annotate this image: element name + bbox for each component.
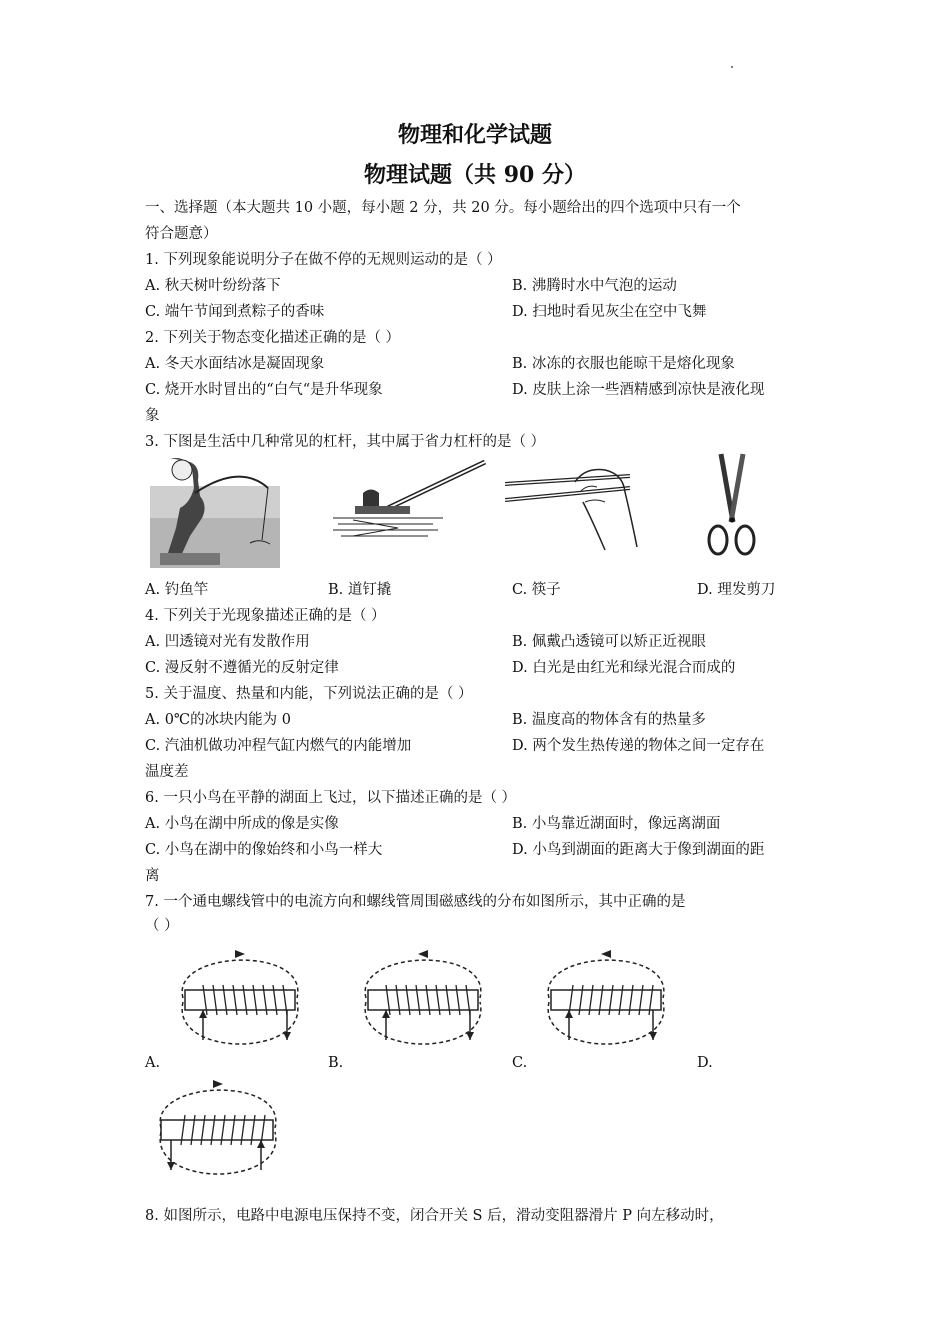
q2-option-c: C. 烧开水时冒出的“白气“是升华现象 <box>145 382 383 398</box>
q1-option-d: D. 扫地时看见灰尘在空中飞舞 <box>512 304 707 320</box>
q4-option-d: D. 白光是由红光和绿光混合而成的 <box>512 660 736 676</box>
q7-option-b: B. <box>328 1055 344 1071</box>
q2-stem: 2. 下列关于物态变化描述正确的是（ ） <box>145 330 401 346</box>
scan-dot <box>731 66 733 68</box>
q5-option-b: B. 温度高的物体含有的热量多 <box>512 712 706 728</box>
page-subtitle: 物理试题（共 90 分） <box>364 162 586 188</box>
q3-option-d: D. 理发剪刀 <box>697 582 776 598</box>
q2-option-a: A. 冬天水面结冰是凝固现象 <box>145 356 325 372</box>
q1-stem: 1. 下列现象能说明分子在做不停的无规则运动的是（ ） <box>145 252 502 268</box>
q7-option-a: A. <box>145 1055 161 1071</box>
q5-option-d-cont: 温度差 <box>145 764 189 780</box>
q7-option-c: C. <box>512 1055 528 1071</box>
nail-puller-figure <box>333 458 493 558</box>
q4-stem: 4. 下列关于光现象描述正确的是（ ） <box>145 608 386 624</box>
q2-option-b: B. 冰冻的衣服也能晾干是熔化现象 <box>512 356 735 372</box>
q3-stem: 3. 下图是生活中几种常见的杠杆，其中属于省力杠杆的是（ ） <box>145 434 546 450</box>
solenoid-figure-b <box>348 940 498 1065</box>
q4-option-c: C. 漫反射不遵循光的反射定律 <box>145 660 339 676</box>
q5-option-d: D. 两个发生热传递的物体之间一定存在 <box>512 738 765 754</box>
q5-option-c: C. 汽油机做功冲程气缸内燃气的内能增加 <box>145 738 412 754</box>
q7-option-d: D. <box>697 1055 713 1071</box>
solenoid-figure-c <box>531 940 681 1065</box>
q1-option-a: A. 秋天树叶纷纷落下 <box>145 278 281 294</box>
q8-stem: 8. 如图所示，电路中电源电压保持不变，闭合开关 S 后，滑动变阻器滑片 P 向左移动时， <box>145 1208 724 1224</box>
q2-option-d: D. 皮肤上涂一些酒精感到凉快是液化现 <box>512 382 765 398</box>
solenoid-figure-a <box>165 940 315 1065</box>
q1-option-c: C. 端午节闻到煮粽子的香味 <box>145 304 325 320</box>
q7-stem: 7. 一个通电螺线管中的电流方向和螺线管周围磁感线的分布如图所示，其中正确的是 <box>145 894 686 910</box>
q6-option-d-cont: 离 <box>145 868 160 884</box>
q3-option-c: C. 筷子 <box>512 582 561 598</box>
fishing-rod-figure <box>150 458 290 573</box>
q5-stem: 5. 关于温度、热量和内能，下列说法正确的是（ ） <box>145 686 473 702</box>
q4-option-b: B. 佩戴凸透镜可以矫正近视眼 <box>512 634 706 650</box>
q6-stem: 6. 一只小鸟在平静的湖面上飞过，以下描述正确的是（ ） <box>145 790 517 806</box>
section-intro-line1: 一、选择题（本大题共 10 小题，每小题 2 分，共 20 分。每小题给出的四个选项中只有一个 <box>145 200 741 216</box>
q5-option-a: A. 0℃的冰块内能为 0 <box>145 712 291 728</box>
page-title: 物理和化学试题 <box>397 122 552 148</box>
q6-option-c: C. 小鸟在湖中的像始终和小鸟一样大 <box>145 842 383 858</box>
q3-option-b: B. 道钉撬 <box>328 582 392 598</box>
q7-stem-cont: （ ） <box>145 918 179 934</box>
q6-option-d: D. 小鸟到湖面的距离大于像到湖面的距 <box>512 842 765 858</box>
section-intro-line2: 符合题意） <box>145 226 218 242</box>
q2-option-d-cont: 象 <box>145 408 160 424</box>
q1-option-b: B. 沸腾时水中气泡的运动 <box>512 278 677 294</box>
q6-option-a: A. 小鸟在湖中所成的像是实像 <box>145 816 339 832</box>
q4-option-a: A. 凹透镜对光有发散作用 <box>145 634 310 650</box>
chopsticks-figure <box>505 462 645 557</box>
solenoid-figure-d <box>143 1070 293 1190</box>
q6-option-b: B. 小鸟靠近湖面时，像远离湖面 <box>512 816 721 832</box>
q3-option-a: A. 钓鱼竿 <box>145 582 209 598</box>
scissors-figure <box>703 452 763 562</box>
